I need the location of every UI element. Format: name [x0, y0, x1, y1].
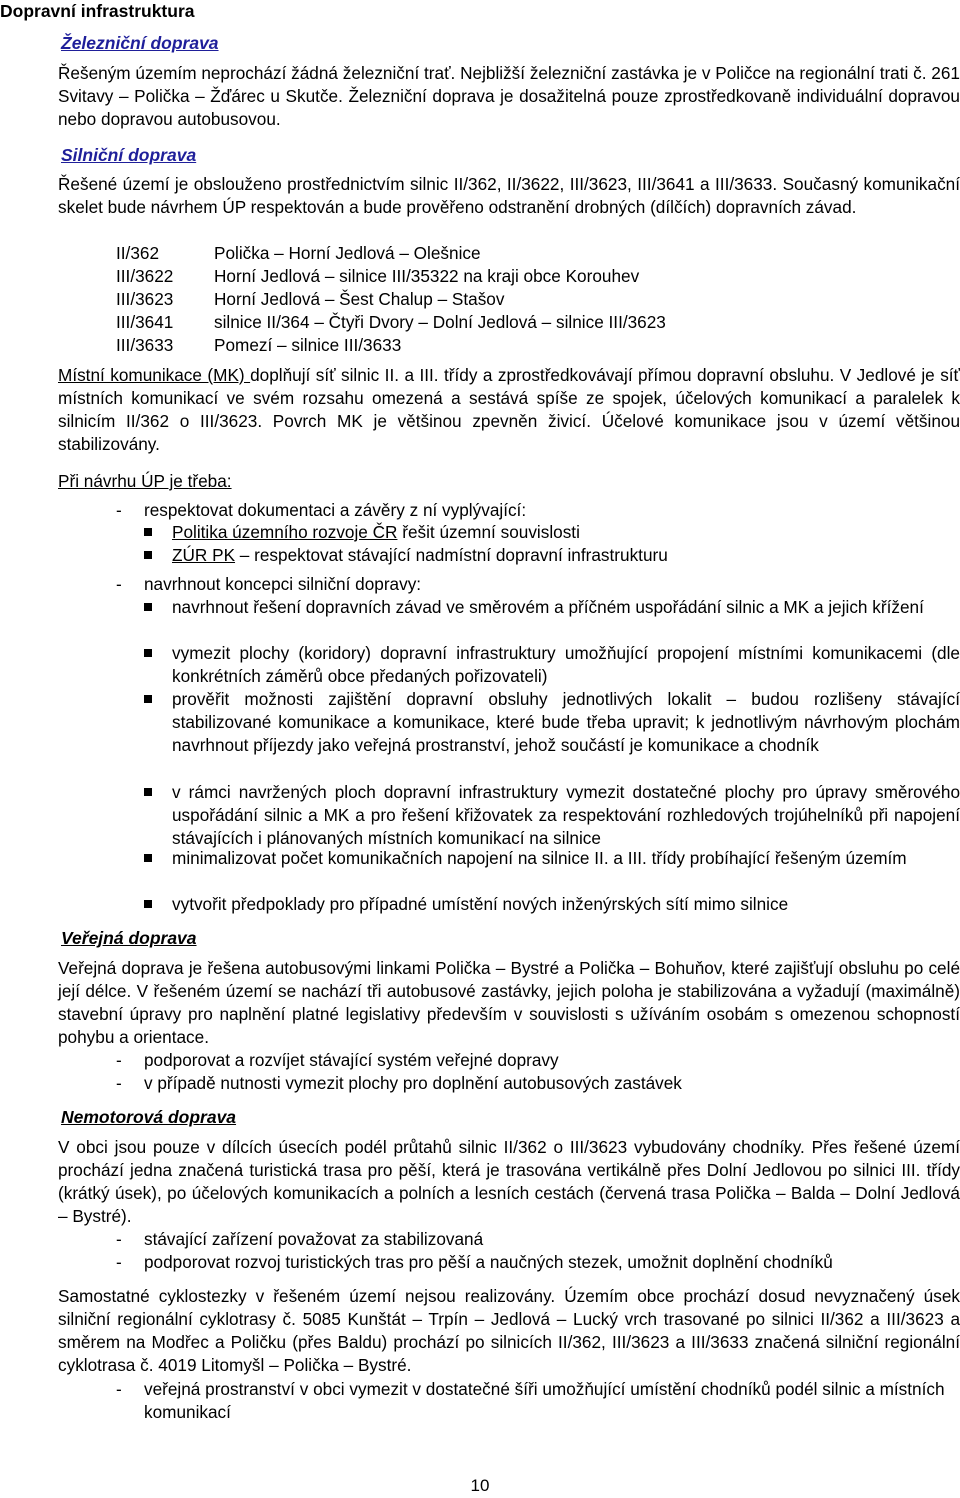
road-route: Pomezí – silnice III/3633 — [214, 335, 402, 355]
road-code: III/3622 — [116, 266, 174, 286]
road-code: II/362 — [116, 243, 160, 263]
list-item — [144, 544, 960, 567]
list-item-text: podporovat a rozvíjet stávající systém veřejné dopravy — [144, 1050, 559, 1070]
policy-reference-text: řešit územní souvislosti — [397, 522, 580, 542]
list-item-text: navrhnout koncepci silniční dopravy: — [144, 574, 422, 594]
list-item-text — [172, 521, 960, 544]
road-route: Horní Jedlová – silnice III/35322 na kraji obce Korouhev — [214, 266, 640, 286]
square-bullet-icon — [144, 854, 152, 862]
square-bullet-icon — [144, 551, 152, 559]
list-item-text: podporovat rozvoj turistických tras pro pěší a naučných stezek, umožnit doplnění chodníků — [144, 1252, 833, 1272]
local-roads-term: Místní komunikace (MK) — [58, 365, 251, 385]
list-item — [144, 642, 960, 688]
local-roads-paragraph — [58, 364, 960, 456]
square-bullet-icon — [144, 528, 152, 536]
list-item — [144, 521, 960, 544]
road-paragraph: Řešené území je obslouženo prostřednictvím silnic II/362, II/3622, III/3623, III/3641 a III/3633. Současný komunikační skelet bude návrhem ÚP respektován a bude prověřeno odstranění drobných (dílčích) dopravních závad. — [58, 174, 960, 217]
local-roads-text: doplňují síť silnic II. a III. třídy a zprostředkovávají přímou dopravní obsluhu. V Jedlové je síť místních komunikací ve svém rozsahu omezená a sestává spíše ze spojek, účelových komunikací a paralelek k silnicím II/362 o III/3623. Povrch MK je většinou zpevněn živicí. Účelové komunikace jsou v území většinou stabilizovány. — [58, 365, 960, 454]
page-number: 10 — [470, 1476, 490, 1495]
dash-bullet: - — [116, 1073, 122, 1093]
nonmotor-paragraph: V obci jsou pouze v dílcích úsecích podél průtahů silnic II/362 o III/3623 vybudovány chodníky. Přes řešené území prochází jedna značená turistická trasa pro pěší, která je trasována vertikálně přes Dolní Jedlovou po silnici III. třídy (krátký úsek), po účelových komunikacích a polních a lesních cestách (červená trasa Polička – Balda – Dolní Jedlová – Bystré). — [58, 1137, 960, 1226]
list-item — [116, 1378, 960, 1424]
road-heading: Silniční doprava — [61, 145, 197, 165]
list-item-text: veřejná prostranství v obci vymezit v dostatečné šíři umožňující umístění chodníků podél silnic a místních komunikací — [144, 1379, 945, 1422]
list-item — [116, 1251, 960, 1274]
dash-bullet: - — [116, 1252, 122, 1272]
dash-bullet: - — [116, 500, 122, 520]
list-item — [144, 893, 960, 916]
proposal-heading — [58, 470, 232, 493]
page-title: Dopravní infrastruktura — [0, 1, 195, 21]
list-item-text: respektovat dokumentaci a závěry z ní vyplývající: — [144, 500, 527, 520]
list-item-text: vytvořit předpoklady pro případné umístění nových inženýrských sítí mimo silnice — [172, 894, 789, 914]
list-item-text — [172, 544, 960, 567]
list-item — [116, 499, 960, 522]
road-route: silnice II/364 – Čtyři Dvory – Dolní Jedlová – silnice III/3623 — [214, 312, 666, 332]
list-item — [116, 1228, 960, 1251]
public-transport-heading: Veřejná doprava — [61, 928, 197, 948]
list-item-text: minimalizovat počet komunikačních napojení na silnice II. a III. třídy probíhající řešeným územím — [172, 848, 907, 868]
square-bullet-icon — [144, 900, 152, 908]
zur-reference: ZÚR PK — [172, 545, 236, 565]
dash-bullet: - — [116, 574, 122, 594]
list-item — [144, 847, 960, 870]
square-bullet-icon — [144, 788, 152, 796]
list-item — [116, 1072, 960, 1095]
list-item — [116, 1049, 960, 1072]
dash-bullet: - — [116, 1379, 122, 1399]
road-route: Horní Jedlová – Šest Chalup – Stašov — [214, 289, 505, 309]
road-code: III/3623 — [116, 289, 174, 309]
list-item-text: prověřit možnosti zajištění dopravní obsluhy jednotlivých lokalit – budou rozlišeny stávající stabilizované komunikace a komunikace, které bude třeba upravit; k jednotlivým návrhovým plochám navrhnout příjezdy jako veřejná prostranství, jehož součástí je komunikace a chodník — [172, 689, 960, 755]
list-item-text: stávající zařízení považovat za stabilizovaná — [144, 1229, 484, 1249]
public-transport-paragraph: Veřejná doprava je řešena autobusovými linkami Polička – Bystré a Polička – Bohuňov, které zajišťují obsluhu po celé její délce. V řešeném území se nachází tři autobusové zastávky, jejich poloha je stabilizována a vyžadují (maximálně) stavební úpravy pro naplnění platné legislativy především v souvislosti s užíváním osobám s omezenou schopností pohybu a orientace. — [58, 958, 960, 1047]
list-item-text: vymezit plochy (koridory) dopravní infrastruktury umožňující propojení místními komunikacemi (dle konkrétních záměrů obce předaných pořizovateli) — [172, 643, 960, 686]
nonmotor-heading: Nemotorová doprava — [61, 1107, 237, 1127]
square-bullet-icon — [144, 695, 152, 703]
road-code: III/3641 — [116, 312, 174, 332]
policy-reference: Politika územního rozvoje ČR — [172, 522, 398, 542]
proposal-heading-text: Při návrhu ÚP je třeba: — [58, 471, 232, 491]
dash-bullet: - — [116, 1229, 122, 1249]
square-bullet-icon — [144, 649, 152, 657]
dash-bullet: - — [116, 1050, 122, 1070]
zur-reference-text: – respektovat stávající nadmístní dopravní infrastrukturu — [235, 545, 668, 565]
square-bullet-icon — [144, 603, 152, 611]
road-code: III/3633 — [116, 335, 174, 355]
rail-heading: Železniční doprava — [61, 33, 219, 53]
list-item — [144, 781, 960, 850]
list-item-text: v případě nutnosti vymezit plochy pro doplnění autobusových zastávek — [144, 1073, 682, 1093]
list-item-text: navrhnout řešení dopravních závad ve směrovém a příčném uspořádání silnic a MK a jejich křížení — [172, 597, 924, 617]
list-item-text: v rámci navržených ploch dopravní infrastruktury vymezit dostatečné plochy pro úpravy směrového uspořádání silnic a MK a pro řešení křižovatek za respektování rozhledových trojúhelníků při napojení stávajících i plánovaných místních komunikací na silnice — [172, 782, 960, 848]
list-item — [144, 596, 960, 619]
rail-paragraph: Řešeným územím neprochází žádná železniční trať. Nejbližší železniční zastávka je v Poličce na regionální trati č. 261 Svitavy – Polička – Žďárec u Skutče. Železniční doprava je dosažitelná pouze zprostředkovaně individuální dopravou nebo dopravou autobusovou. — [58, 63, 960, 129]
list-item — [116, 573, 960, 596]
cycle-paragraph: Samostatné cyklostezky v řešeném území nejsou realizovány. Územím obce prochází dosud nevyznačený úsek silniční regionální cyklotrasy č. 5085 Kunštát – Trpín – Jedlová – Lucký vrch trasované po silnici II/362 a III/3623 a směrem na Modřec a Poličku (přes Baldu) prochází po silnicích II/362, III/3623 a III/3633 značená silniční regionální cyklotrasa č. 4019 Litomyšl – Polička – Bystré. — [58, 1286, 960, 1375]
list-item — [144, 688, 960, 757]
road-route: Polička – Horní Jedlová – Olešnice — [214, 243, 481, 263]
